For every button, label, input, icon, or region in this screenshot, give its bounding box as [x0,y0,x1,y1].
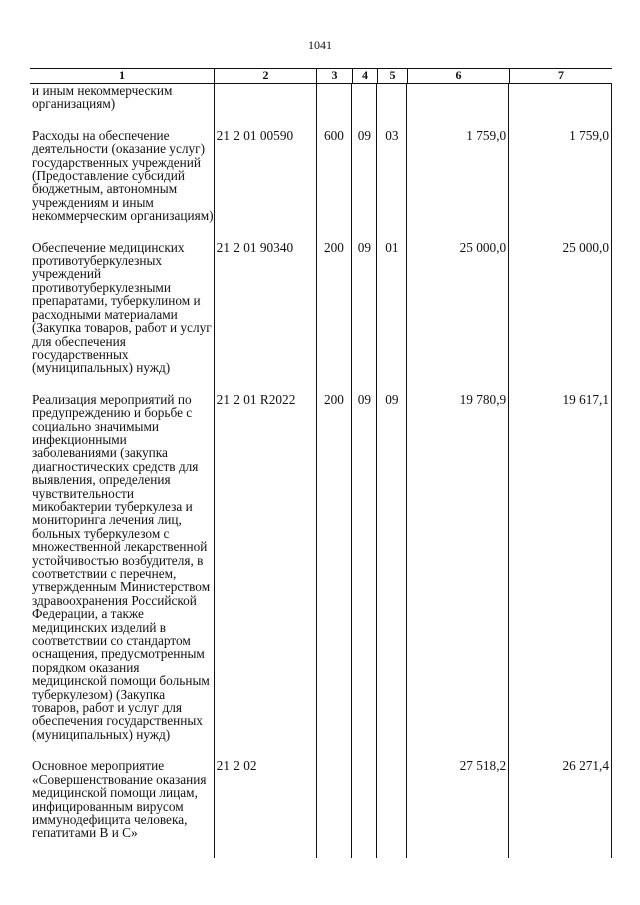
row-gap [30,223,611,241]
table-row [30,84,611,111]
row-gap [30,111,611,129]
row-name: Расходы на обеспечение деятельности (оказание услуг) государственных учреждений (Предоставление субсидий бюджетным, автономным учреждениям и иным некоммерческим организациям) [32,127,214,224]
budget-table [30,68,612,858]
row-col-5: 01 [376,241,406,375]
row-col-3 [316,84,352,111]
row-col-4: 09 [351,129,376,223]
row-col-7: 26 271,4 [508,759,611,839]
row-code [214,84,316,111]
row-col-6 [406,84,508,111]
table-header [30,68,612,84]
row-col-6: 1 759,0 [406,129,508,223]
row-col-6: 25 000,0 [406,241,508,375]
row-code: 21 2 02 [214,759,316,839]
header-col-2: 2 [214,69,316,83]
row-col-6: 27 518,2 [406,759,508,839]
row-gap [30,741,611,759]
row-col-3: 200 [316,393,352,742]
row-col-7: 1 759,0 [508,129,611,223]
row-col-4: 09 [351,241,376,375]
row-col-4: 09 [351,393,376,742]
row-col-7: 25 000,0 [508,241,611,375]
table-row [30,393,611,742]
header-col-6: 6 [407,69,509,83]
row-col-3: 200 [316,241,352,375]
header-col-4: 4 [352,69,377,83]
row-col-5 [376,759,406,839]
row-code: 21 2 01 R2022 [214,393,316,742]
row-col-5 [376,84,406,111]
row-col-3 [316,759,352,839]
row-col-7: 19 617,1 [508,393,611,742]
row-col-4 [351,759,376,839]
row-col-7 [508,84,611,111]
row-name: Обеспечение медицинских противотуберкулезных учреждений противотуберкулезными препаратами, туберкулином и расходными материалами (Закупка товаров, работ и услуг для обеспечения государственных (муниципальных) нужд) [32,239,212,376]
row-gap [30,840,611,858]
row-col-6: 19 780,9 [406,393,508,742]
row-code: 21 2 01 00590 [214,129,316,223]
table-row [30,241,611,375]
row-name: Реализация мероприятий по предупреждению и борьбе с социально значимыми инфекционными заболеваниями (закупка диагностических средств для выявления, определения чувствительности микобактерии туберкулеза и мониторинга лечения лиц, больных туберкулезом с множественной лекарственной устойчивостью возбудителя, в соответствии с перечнем, утвержденным Министерством здравоохранения Российской Федерации, а также медицинских изделий в соответствии со стандартом оснащения, предусмотренным порядком оказания медицинской помощи больным туберкулезом) (Закупка товаров, работ и услуг для обеспечения государственных (муниципальных) нужд) [32,391,211,742]
row-name: и иным некоммерческим организациям) [32,83,173,112]
table-row [30,759,611,839]
row-col-5: 09 [376,393,406,742]
row-col-4 [351,84,376,111]
page-number: 1041 [308,38,332,52]
table-row [30,129,611,223]
row-col-5: 03 [376,129,406,223]
table-body [30,84,612,858]
row-gap [30,375,611,393]
header-col-5: 5 [377,69,407,83]
header-col-7: 7 [509,69,612,83]
header-col-3: 3 [316,69,352,83]
row-col-3: 600 [316,129,352,223]
row-code: 21 2 01 90340 [214,241,316,375]
row-name: Основное мероприятие «Совершенствование оказания медицинской помощи лицам, инфицированным вирусом иммунодефицита человека, гепатитами В и С» [32,758,207,841]
header-col-1: 1 [119,68,125,82]
